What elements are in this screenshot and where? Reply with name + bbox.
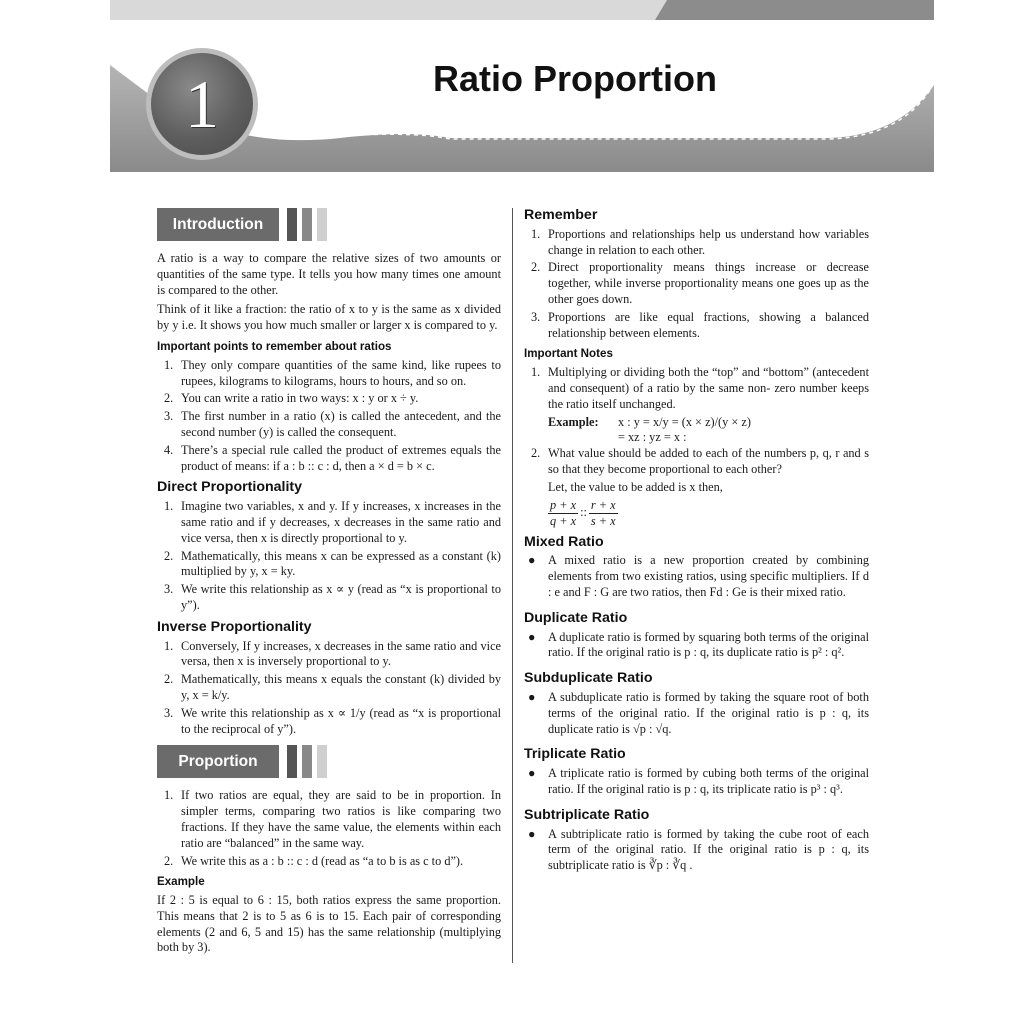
tag-bar [302, 745, 312, 778]
triplicate-list [524, 766, 869, 798]
mixed-list [524, 553, 869, 600]
tag-bar [287, 208, 297, 241]
mixed-heading: Mixed Ratio [524, 533, 604, 550]
tag-bar [287, 745, 297, 778]
duplicate-heading: Duplicate Ratio [524, 609, 628, 626]
inverse-heading: Inverse Proportionality [157, 618, 312, 635]
direct-heading: Direct Proportionality [157, 479, 303, 496]
points-heading: Important points to remember about ratios [157, 339, 392, 353]
tag-bar [317, 208, 327, 241]
list-item: 1. They only compare quantities of the same kind, like rupees to rupees, kilograms to kilograms, hours to hours, and so on. [164, 357, 501, 388]
list-item: 1. Imagine two variables, x and y. If y increases, x increases in the same ratio and if y decreases, x decreases in the same ratio and vice versa, then x is directly proportional to y. [164, 499, 501, 545]
example-heading: Example [157, 875, 205, 889]
notes-heading: Important Notes [524, 347, 613, 361]
list-item: 3. The first number in a ratio (x) is called the antecedent, and the second number (y) is called the consequent. [164, 409, 501, 439]
list-item: 2. Mathematically, this means x can be expressed as a constant (k) multiplied by y, x = ky. [164, 548, 501, 579]
tag-bar [302, 208, 312, 241]
notes-list-2 [524, 446, 869, 478]
list-item: 2. Mathematically, this means x equals the constant (k) divided by y, x = k/y. [164, 672, 501, 702]
list-item: 2. What value should be added to each of the numbers p, q, r and s so that they become proportional to each other? [531, 446, 869, 476]
header-top-strip-accent [655, 0, 934, 20]
subtriplicate-heading: Subtriplicate Ratio [524, 806, 650, 823]
list-item: ● A mixed ratio is a new proportion created by combining elements from two existing ratios, using specific multipliers. If d : e and F : G are two ratios, then Fd : Ge is their mixed ratio. [528, 553, 869, 599]
notes-list [524, 365, 869, 412]
proportion-label: Proportion [157, 745, 279, 778]
example-label: Example: [548, 414, 599, 429]
list-item: ● A subduplicate ratio is formed by taking the square root of both terms of the original ratio. If the original ratio is p : q, its duplicate ratio is √p : √q. [528, 689, 869, 736]
list-item: 2. You can write a ratio in two ways: x : y or x ÷ y. [164, 391, 419, 406]
triplicate-heading: Triplicate Ratio [524, 746, 626, 763]
note2-followup: Let, the value to be added is x then, [548, 479, 723, 494]
fraction-right: $\frac{r + x}{s + x}$ [590, 497, 616, 528]
list-item: 3. We write this relationship as x ∝ 1/y (read as “x is proportional to the reciprocal of y”). [164, 705, 501, 736]
inverse-list [157, 639, 501, 738]
proportion-tag [157, 745, 501, 778]
list-item: 4. There’s a special rule called the product of extremes equals the product of means: if a : b :: c : d, then a × d = b × c. [164, 442, 501, 473]
tag-bar [317, 745, 327, 778]
column-divider [512, 208, 513, 963]
list-item: 3. We write this relationship as x ∝ y (read as “x is proportional to y”). [164, 582, 501, 612]
list-item: ● A triplicate ratio is formed by cubing both terms of the original ratio. If the original ratio is p : q, its triplicate ratio is p³ : q³. [528, 766, 869, 796]
subtriplicate-list [524, 827, 869, 874]
list-item: 2. Direct proportionality means things increase or decrease together, while inverse proportionality means one goes up as the other goes down. [531, 260, 869, 306]
left-column [157, 208, 501, 960]
right-column [524, 208, 869, 876]
direct-list [157, 499, 501, 614]
proportion-list [157, 788, 501, 869]
list-item: 1. Conversely, If y increases, x decreases in the same ratio and vice versa, then x is inversely proportional to y. [164, 638, 501, 669]
proportion-operator: :: [580, 505, 587, 520]
example-paragraph: If 2 : 5 is equal to 6 : 15, both ratios express the same proportion. This means that 2 is to 5 as 6 is to 15. Each pair of corresponding elements (2 and 6, 5 and 15) has the same relationship (multiplying both by 3). [157, 893, 501, 955]
list-item: ● A duplicate ratio is formed by squaring both terms of the original ratio. If the original ratio is p : q, its duplicate ratio is p² : q². [528, 629, 869, 660]
list-item: 3. Proportions are like equal fractions, showing a balanced relationship between elements. [531, 309, 869, 340]
list-item: 2. We write this as a : b :: c : d (read as “a to b is as c to d”). [164, 853, 464, 868]
duplicate-list [524, 630, 869, 662]
list-item: 1. Multiplying or dividing both the “top” and “bottom” (antecedent and consequent) of a ratio by the same non- zero number keeps the ratio itself unchanged. [531, 365, 869, 411]
chapter-title: Ratio Proportion [433, 58, 717, 99]
subduplicate-list [524, 690, 869, 737]
example-line-1: x : y = x/y = (x × z)/(y × z) [618, 414, 751, 429]
list-item: 1. If two ratios are equal, they are said to be in proportion. In simpler terms, comparing two ratios is like comparing two fractions. If they have the same value, the elements within each ratio are “balanced” in the same way. [164, 788, 501, 850]
notes-example [548, 415, 869, 447]
chapter-number: 1 [185, 66, 219, 142]
list-item: 1. Proportions and relationships help us understand how variables change in relation to each other. [531, 226, 869, 257]
intro-paragraph-1: A ratio is a way to compare the relative sizes of two amounts or quantities of the same type. It tells you how many times one amount is compared to the other. [157, 251, 501, 297]
subduplicate-heading: Subduplicate Ratio [524, 670, 653, 687]
remember-heading: Remember [524, 207, 598, 223]
fraction-left: $\frac{p + x}{q + x}$ [550, 497, 577, 528]
introduction-tag [157, 208, 501, 241]
example-line-2: = xz : yz = x : [618, 430, 687, 445]
proportion-equation [548, 498, 869, 529]
remember-list [524, 227, 869, 342]
intro-paragraph-2: Think of it like a fraction: the ratio of x to y is the same as x divided by y i.e. It shows you how much smaller or larger x is compared to y. [157, 302, 501, 333]
points-list [157, 358, 501, 475]
list-item: ● A subtriplicate ratio is formed by taking the cube root of each term of the original ratio. If the original ratio is p : q, its subtriplicate ratio is ∛p : ∛q . [528, 826, 869, 873]
introduction-label: Introduction [157, 208, 279, 241]
